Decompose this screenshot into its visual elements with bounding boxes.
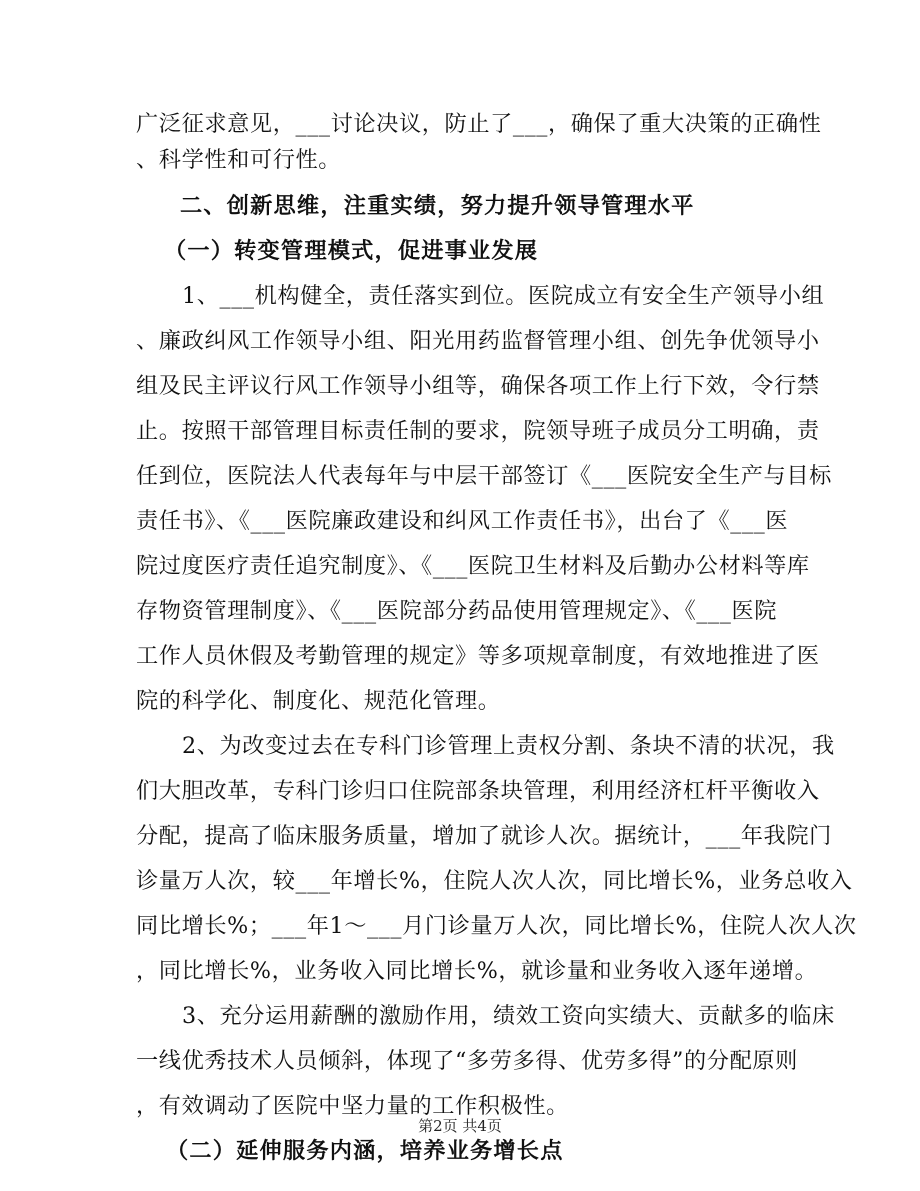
page-number-footer: 第2页 共4页 bbox=[418, 1117, 502, 1135]
paragraph-line: 任到位，医院法人代表每年与中层干部签订《___医院安全生产与目标 bbox=[136, 463, 832, 489]
paragraph-line: ，同比增长%，业务收入同比增长%，就诊量和业务收入逐年递增。 bbox=[136, 958, 818, 984]
paragraph-line: ，有效调动了医院中坚力量的工作积极性。 bbox=[136, 1093, 569, 1119]
paragraph-line: 3、充分运用薪酬的激励作用，绩效工资向实绩大、贡献多的临床 bbox=[182, 1003, 835, 1029]
paragraph-line: 组及民主评议行风工作领导小组等，确保各项工作上行下效，令行禁 bbox=[136, 373, 820, 399]
paragraph-line: 1、___机构健全，责任落实到位。医院成立有安全生产领导小组 bbox=[182, 283, 825, 309]
section-heading: 二、创新思维，注重实绩，努力提升领导管理水平 bbox=[180, 193, 695, 219]
paragraph-line: 院的科学化、制度化、规范化管理。 bbox=[136, 688, 501, 714]
subsection-heading: （一）转变管理模式，促进事业发展 bbox=[164, 238, 539, 264]
paragraph-line: 院过度医疗责任追究制度》、《___医院卫生材料及后勤办公材料等库 bbox=[136, 553, 810, 579]
paragraph-line: 一线优秀技术人员倾斜，体现了“多劳多得、优劳多得”的分配原则 bbox=[136, 1048, 798, 1074]
paragraph-line: 工作人员休假及考勤管理的规定》等多项规章制度，有效地推进了医 bbox=[136, 643, 820, 669]
paragraph-line: 2、为改变过去在专科门诊管理上责权分割、条块不清的状况，我 bbox=[182, 733, 835, 759]
paragraph-line: 、科学性和可行性。 bbox=[136, 147, 342, 173]
subsection-heading: （二）延伸服务内涵，培养业务增长点 bbox=[166, 1138, 564, 1164]
paragraph-line: 诊量万人次，较___年增长%，住院人次人次，同比增长%，业务总收入 bbox=[136, 868, 853, 894]
paragraph-line: 分配，提高了临床服务质量，增加了就诊人次。据统计，___年我院门 bbox=[136, 823, 832, 849]
paragraph-line: 们大胆改革，专科门诊归口住院部条块管理，利用经济杠杆平衡收入 bbox=[136, 778, 820, 804]
paragraph-line: 止。按照干部管理目标责任制的要求，院领导班子成员分工明确，责 bbox=[136, 418, 820, 444]
paragraph-line: 责任书》、《___医院廉政建设和纠风工作责任书》，出台了《___医 bbox=[136, 508, 789, 534]
paragraph-line: 存物资管理制度》、《___医院部分药品使用管理规定》、《___医院 bbox=[136, 598, 778, 624]
paragraph-line: 同比增长%；___年1～___月门诊量万人次，同比增长%，住院人次人次 bbox=[136, 913, 857, 939]
paragraph-line: 、廉政纠风工作领导小组、阳光用药监督管理小组、创先争优领导小 bbox=[136, 328, 820, 354]
paragraph-line: 广泛征求意见，___讨论决议，防止了___，确保了重大决策的正确性 bbox=[136, 111, 822, 137]
